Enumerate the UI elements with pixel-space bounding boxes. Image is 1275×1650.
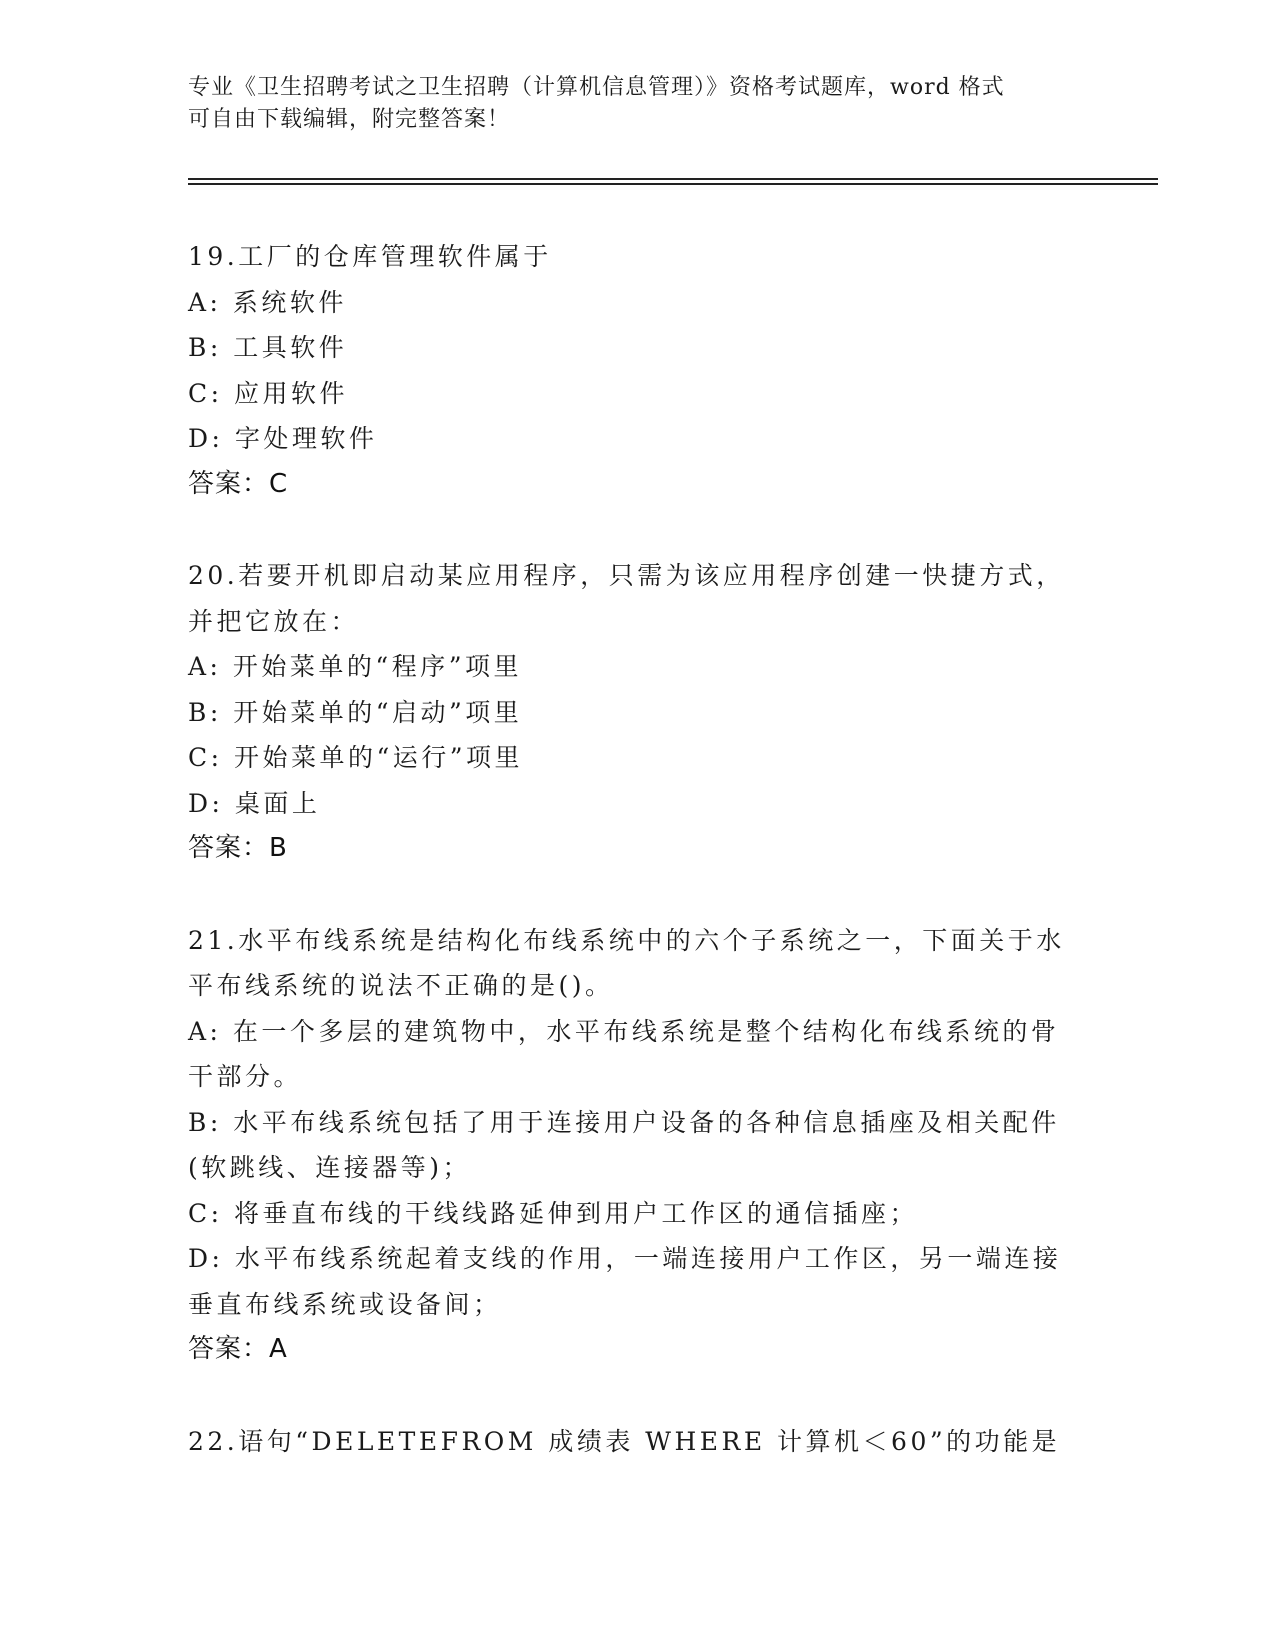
question-option: B: 开始菜单的“启动”项里 <box>188 697 523 727</box>
question-block <box>188 553 1088 872</box>
question-option: C: 开始菜单的“运行”项里 <box>188 743 524 772</box>
question-option: D: 水平布线系统起着支线的作用，一端连接用户工作区，另一端连接 <box>188 1244 1062 1273</box>
question-option: C: 应用软件 <box>188 378 348 408</box>
question-option: B: 工具软件 <box>188 333 348 362</box>
question-stem: 22.语句“DELETEFROM 成绩表 WHERE 计算机＜60”的功能是 <box>188 1426 1061 1456</box>
header-line-1: 专业《卫生招聘考试之卫生招聘（计算机信息管理）》资格考试题库，word 格式 <box>188 75 1005 100</box>
question-list <box>188 234 1088 1510</box>
question-block <box>188 234 1088 507</box>
question-option: A: 开始菜单的“程序”项里 <box>188 652 522 681</box>
header-divider-top <box>188 178 1158 180</box>
question-stem: 平布线系统的说法不正确的是()。 <box>188 971 614 1000</box>
question-answer: 答案：A <box>188 1334 288 1364</box>
question-option: (软跳线、连接器等)； <box>188 1153 472 1182</box>
question-stem: 20.若要开机即启动某应用程序，只需为该应用程序创建一快捷方式， <box>188 561 1065 590</box>
header-line-2: 可自由下载编辑，附完整答案！ <box>188 107 511 132</box>
question-option: D: 字处理软件 <box>188 424 378 453</box>
question-option: C: 将垂直布线的干线线路延伸到用户工作区的通信插座； <box>188 1198 919 1228</box>
question-stem: 并把它放在： <box>188 606 360 636</box>
question-option: D: 桌面上 <box>188 788 321 818</box>
question-option: 干部分。 <box>188 1062 303 1091</box>
question-option: B: 水平布线系统包括了用于连接用户设备的各种信息插座及相关配件 <box>188 1107 1060 1137</box>
question-answer: 答案：C <box>188 468 289 499</box>
question-answer: 答案：B <box>188 833 288 863</box>
question-option: A: 系统软件 <box>188 287 347 317</box>
question-option: A: 在一个多层的建筑物中，水平布线系统是整个结构化布线系统的骨 <box>188 1016 1060 1046</box>
question-block <box>188 918 1088 1373</box>
question-stem: 19.工厂的仓库管理软件属于 <box>188 242 552 271</box>
question-block <box>188 1419 1088 1465</box>
question-option: 垂直布线系统或设备间； <box>188 1289 502 1319</box>
header-divider-bottom <box>188 183 1158 185</box>
question-stem: 21.水平布线系统是结构化布线系统中的六个子系统之一，下面关于水 <box>188 925 1065 955</box>
document-header <box>188 72 1088 136</box>
